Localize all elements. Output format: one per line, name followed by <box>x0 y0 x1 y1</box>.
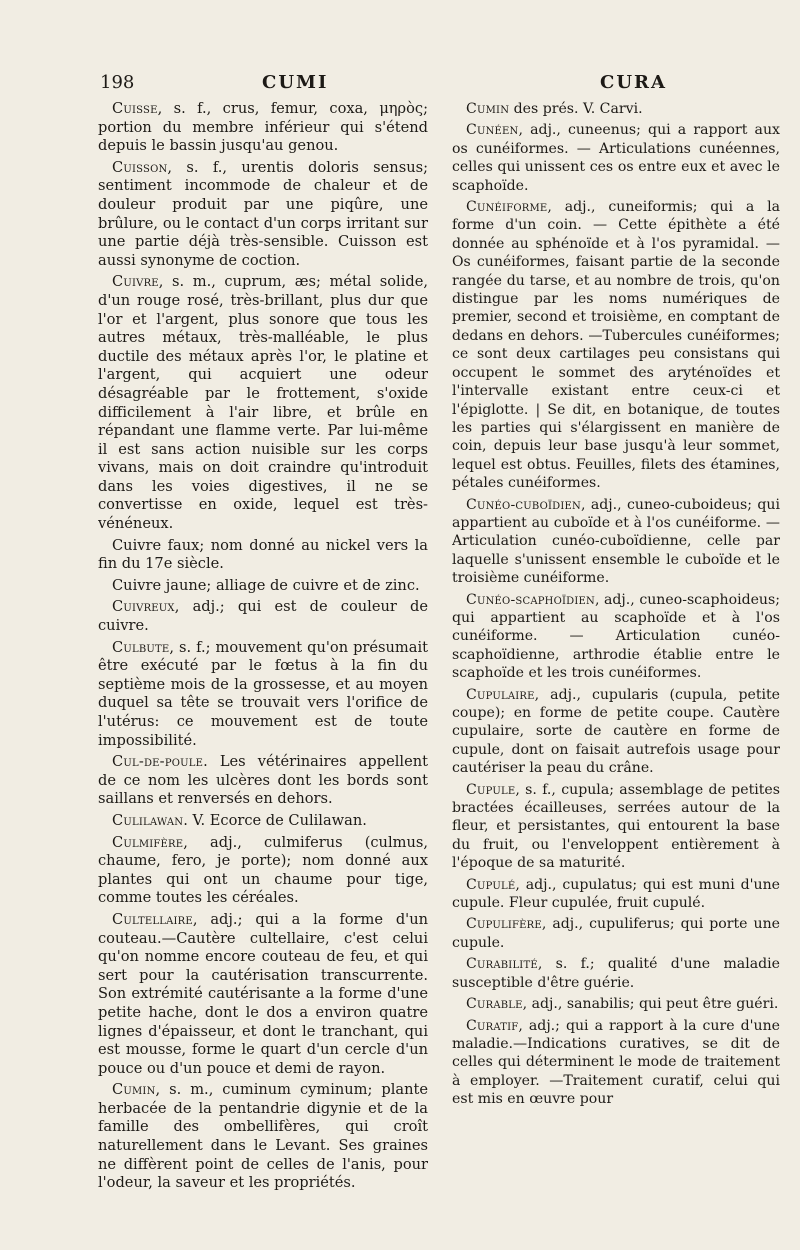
entry-definition: , adj., cuneenus; qui a rapport aux os cunéiformes. — Articulations cunéennes, celles qui unissent ces os entre eux et avec le scaphoïde. <box>452 122 780 194</box>
entry-definition: , adj., cuneo-cuboideus; qui appartient au cuboïde et à l'os cunéiforme. — Articulation cunéo-cuboïdienne, celle par laquelle s'unissent ensemble le cuboïde et le troisième cunéiforme. <box>452 496 780 587</box>
entry-headword: Cunéo-cuboïdien <box>466 496 582 513</box>
running-head-left: CUMI <box>262 72 329 93</box>
entry-definition: , adj.; qui est de couleur de cuivre. <box>98 598 428 635</box>
dictionary-entry <box>452 100 780 118</box>
entry-definition: , s. m., cuminum cyminum; plante herbacée de la pentandrie digynie et de la famille des ombellifères, qui croît naturellement dans le Levant. Ses graines ne diffèrent point de celles de l'anis, pour l'odeur, la saveur et les propriétés. <box>98 1081 428 1192</box>
dictionary-entry <box>98 100 428 156</box>
dictionary-entry <box>98 639 428 751</box>
entry-headword: Cunéiforme <box>466 199 548 216</box>
dictionary-entry <box>98 1081 428 1193</box>
entry-definition: , s. f., urentis doloris sensus; sentiment incommode de chaleur et de douleur produit par une piqûre, une brûlure, ou le contact d'un corps irritant sur une partie déjà très-sensible. Cuisson est aussi synonyme de coction. <box>98 158 428 269</box>
dictionary-entry <box>98 159 428 271</box>
entry-definition: , s. f., crus, femur, coxa, μηρὸς; portion du membre inférieur qui s'étend depuis le bassin jusqu'au genou. <box>98 100 428 155</box>
entry-definition: Cuivre jaune; alliage de cuivre et de zinc. <box>112 576 420 594</box>
entry-headword: Culilawan <box>112 811 184 829</box>
dictionary-entry <box>452 591 780 683</box>
entry-headword: Cupule <box>466 781 516 798</box>
left-column <box>98 100 428 1230</box>
entry-headword: Curatif <box>466 1017 519 1034</box>
entry-definition: , adj., cupuliferus; qui porte une cupule. <box>452 916 780 951</box>
dictionary-entry <box>452 781 780 873</box>
entry-definition: , s. f.; qualité d'une maladie susceptible d'être guérie. <box>452 956 780 991</box>
entry-headword: Culbute <box>112 638 170 656</box>
dictionary-entry <box>98 577 428 596</box>
entry-headword: Curabilité <box>466 956 538 973</box>
entry-definition: , adj.; qui a rapport à la cure d'une maladie.—Indications curatives, se dit de celles qui déterminent le mode de traitement à employer. —Traitement curatif, celui qui est mis en œuvre pour <box>452 1017 780 1108</box>
dictionary-entry <box>452 876 780 913</box>
dictionary-entry <box>452 121 780 195</box>
dictionary-entry <box>98 537 428 574</box>
dictionary-entry <box>98 911 428 1078</box>
entry-headword: Cupulifère <box>466 916 542 933</box>
dictionary-entry <box>452 1017 780 1109</box>
entry-headword: Culmifère <box>112 833 184 851</box>
page-header <box>100 72 770 96</box>
running-head-right: CURA <box>600 72 667 93</box>
entry-definition: , adj., cupularis (cupula, petite coupe); en forme de petite coupe. Cautère cupulaire, sorte de cautère en forme de cupule, dont on faisait autrefois usage pour cautériser la peau du crâne. <box>452 686 780 777</box>
dictionary-entry <box>452 955 780 992</box>
entry-headword: Cunéen <box>466 122 519 139</box>
entry-definition: , adj., cuneiformis; qui a la forme d'un coin. — Cette épithète a été donnée au sphénoïde et à l'os pyramidal. — Os cunéiformes, faisant partie de la seconde rangée du tarse, et au nombre de trois, qu'on distingue par les noms numériques de premier, second et troisième, en comptant de dedans en dehors. —Tubercules cunéiformes; ce sont deux cartilages peu consistans qui occupent le sommet des aryténoïdes et l'intervalle existant entre ceux-ci et l'épiglotte. | Se dit, en botanique, de toutes les parties qui s'élargissent en manière de coin, depuis leur base jusqu'à leur sommet, lequel est obtus. Feuilles, filets des étamines, pétales cunéiformes. <box>452 199 780 492</box>
entry-definition: , s. f., cupula; assemblage de petites bractées écailleuses, serrées autour de la fleur, et persistantes, qui entourent la base du fruit, ou l'enveloppent entièrement à l'époque de sa maturité. <box>452 781 780 872</box>
entry-definition: , s. m., cuprum, æs; métal solide, d'un rouge rosé, très-brillant, plus dur que l'or et l'argent, plus sonore que tous les autres métaux, très-malléable, le plus ductile des métaux après l'or, le platine et l'argent, qui acquiert une odeur désagréable par le frottement, s'oxide difficilement à l'air libre, et brûle en répandant une flamme verte. Par lui-même il est sans action nuisible sur les corps vivans, mais on doit craindre qu'introduit dans les voies digestives, il ne se convertisse en oxide, lequel est très-vénéneux. <box>98 273 428 533</box>
entry-definition: , adj., cupulatus; qui est muni d'une cupule. Fleur cupulée, fruit cupulé. <box>452 876 780 912</box>
entry-headword: Cuisson <box>112 158 168 176</box>
dictionary-entry <box>452 686 780 778</box>
entry-headword: Cumin <box>466 101 510 117</box>
entry-definition: . Les vétérinaires appellent de ce nom les ulcères dont les bords sont saillans et renversés en dehors. <box>98 753 428 808</box>
entry-definition: , adj., cuneo-scaphoideus; qui appartient au scaphoïde et à l'os cunéiforme. — Articulation cunéo-scaphoïdienne, arthrodie établie entre le scaphoïde et les trois cunéiformes. <box>452 591 780 682</box>
entry-definition: , adj.; qui a la forme d'un couteau.—Cautère cultellaire, c'est celui qu'on nomme encore couteau de feu, et qui sert pour la cautérisation transcurrente. Son extrémité cautérisante a la forme d'une petite hache, dont le dos a environ quatre lignes d'épaisseur, et dont le tranchant, qui est mousse, forme le quart d'un cercle d'un pouce ou d'un pouce et demi de rayon. <box>98 910 428 1077</box>
entry-definition: , s. f.; mouvement qu'on présumait être exécuté par le fœtus à la fin du septième mois de la grossesse, et au moyen duquel sa tête se trouvait vers l'orifice de l'utérus: ce mouvement est de toute impossibilité. <box>98 638 428 749</box>
entry-headword: Cupulaire <box>466 686 535 703</box>
entry-headword: Cumin <box>112 1081 156 1099</box>
entry-headword: Cuivreux <box>112 598 175 616</box>
entry-headword: Cuivre <box>112 273 159 291</box>
entry-definition: des prés. V. Carvi. <box>509 101 643 117</box>
dictionary-entry <box>452 995 780 1013</box>
entry-definition: , adj., culmiferus (culmus, chaume, fero, je porte); nom donné aux plantes qui ont un chaume pour tige, comme toutes les céréales. <box>98 833 428 907</box>
entry-headword: Cunéo-scaphoïdien <box>466 591 595 608</box>
right-column <box>452 100 780 1230</box>
entry-definition: , adj., sanabilis; qui peut être guéri. <box>522 996 779 1013</box>
dictionary-entry <box>452 915 780 952</box>
page-number: 198 <box>100 72 135 93</box>
entry-headword: Cul-de-poule <box>112 753 204 771</box>
entry-headword: Cultellaire <box>112 910 193 928</box>
dictionary-entry <box>98 273 428 533</box>
dictionary-entry <box>452 496 780 588</box>
entry-headword: Cupulé <box>466 876 516 893</box>
dictionary-entry <box>98 753 428 809</box>
dictionary-entry <box>98 812 428 831</box>
entry-headword: Curable <box>466 996 523 1013</box>
dictionary-entry <box>452 198 780 493</box>
entry-definition: Cuivre faux; nom donné au nickel vers la fin du 17e siècle. <box>98 536 428 573</box>
dictionary-entry <box>98 598 428 635</box>
dictionary-entry <box>98 834 428 908</box>
entry-definition: . V. Ecorce de Culilawan. <box>183 811 367 829</box>
entry-headword: Cuisse <box>112 100 158 117</box>
